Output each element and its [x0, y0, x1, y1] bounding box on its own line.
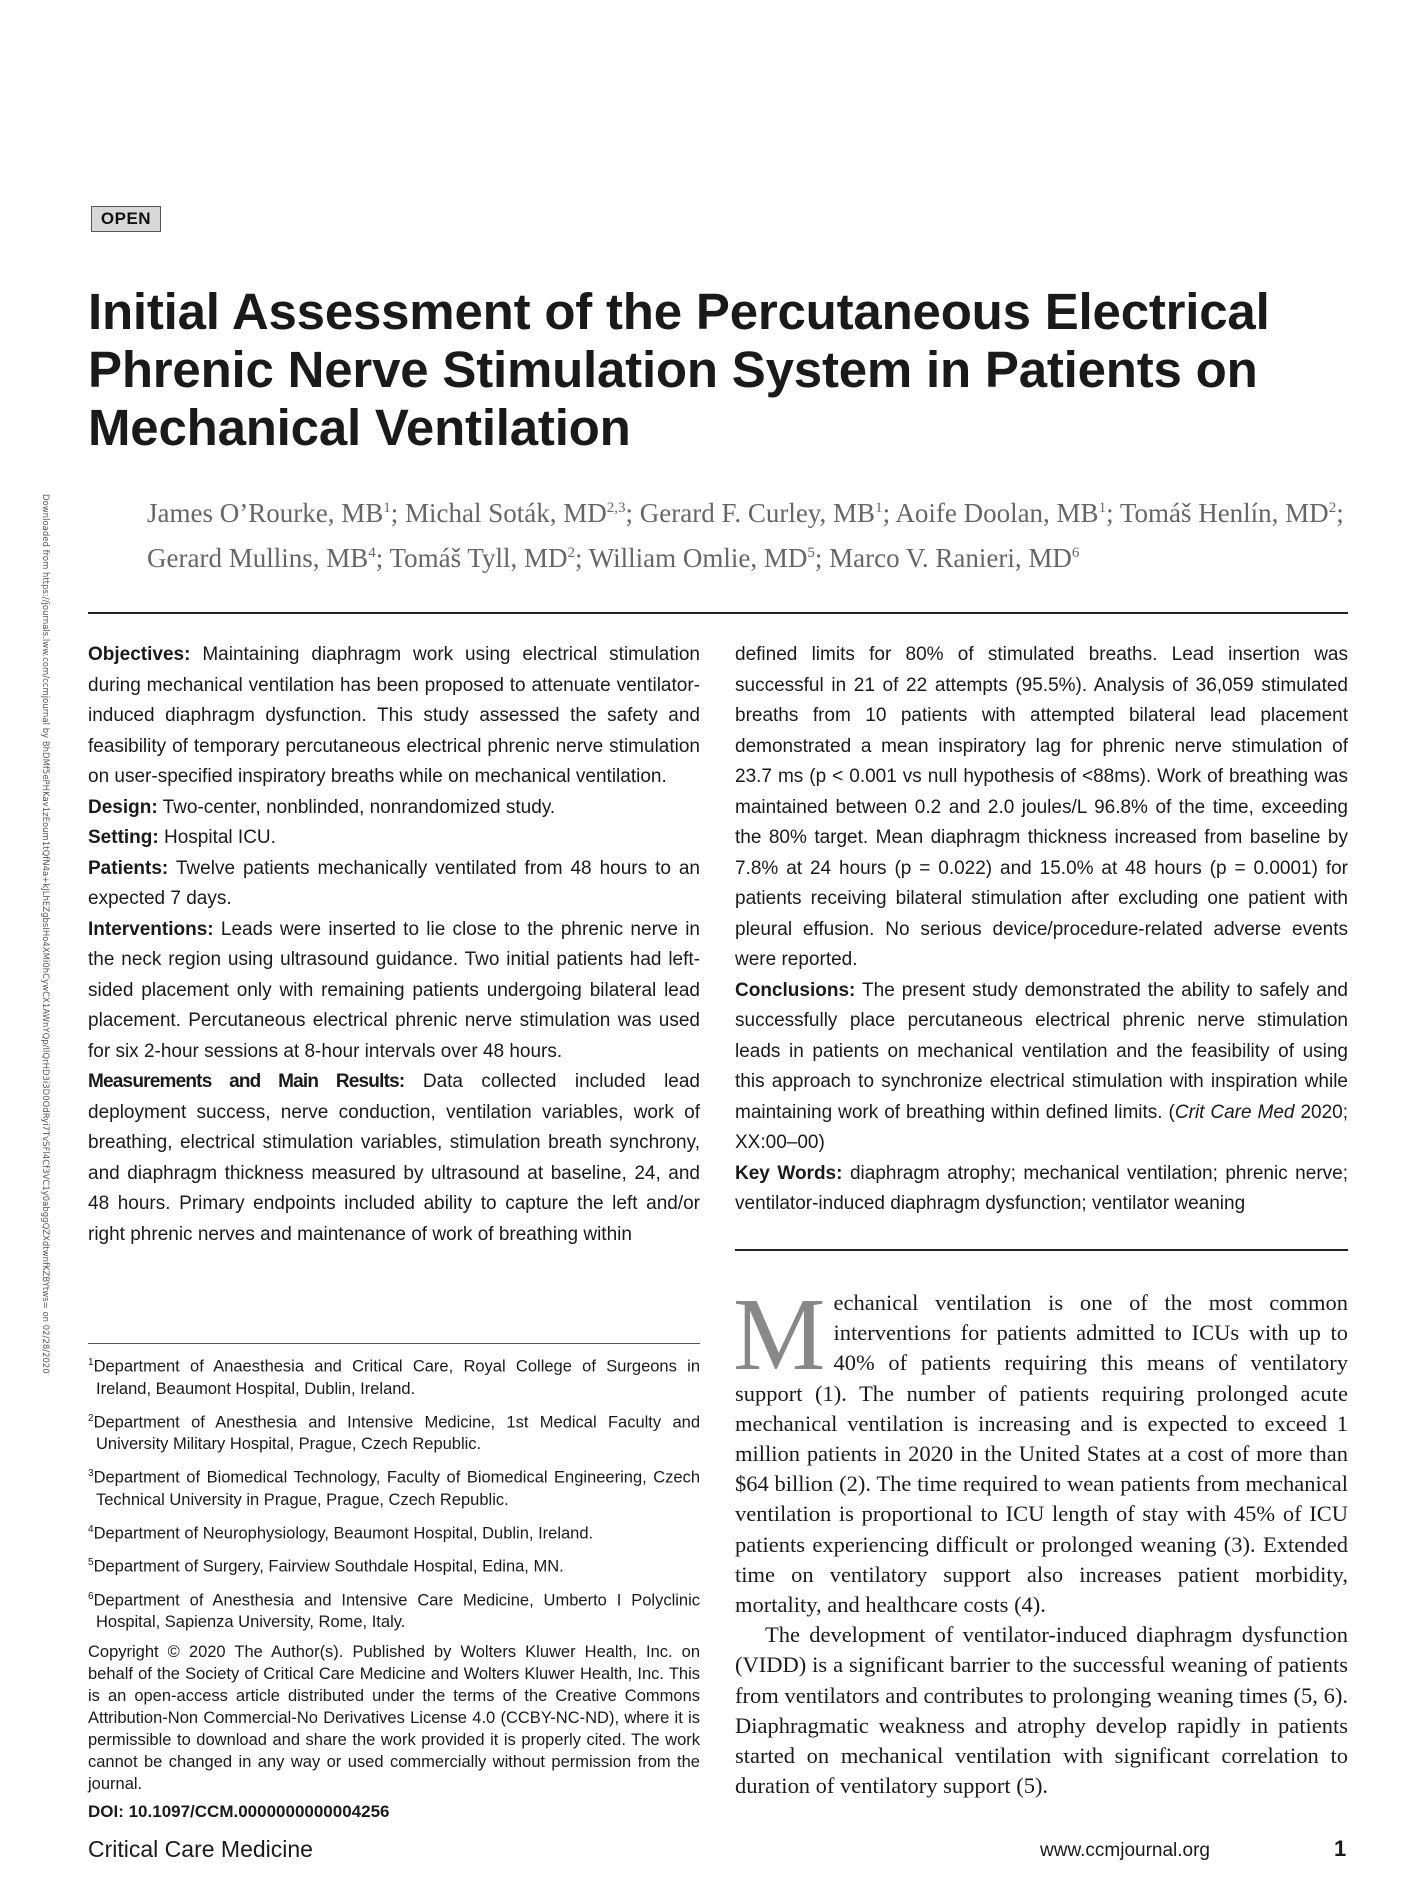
measurements-text-left: Data collected included lead deployment success, nerve conduction, ventilation variables, work of breathing, electrical stimulation variables, stimulation breath synchrony, and diaphragm thickness measured by ultrasound at baseline, 24, and 48 hours. Primary endpoints included ability to capture the left and/or right phrenic nerves and maintenance of work of breathing within	[88, 1071, 700, 1245]
keywords-text: diaphragm atrophy; mechanical ventilation; phrenic nerve; ventilator-induced diaphragm dysfunction; ventilator weaning	[735, 1162, 1348, 1214]
footer-journal-name: Critical Care Medicine	[88, 1836, 313, 1862]
footnote-text: Department of Anesthesia and Intensive Care Medicine, Umberto I Polyclinic Hospital, Sapienza University, Rome, Italy.	[93, 1591, 700, 1631]
author-affiliation-mark: 6	[1071, 545, 1080, 561]
footnote-text: Department of Anesthesia and Intensive Medicine, 1st Medical Faculty and University Military Hospital, Prague, Czech Republic.	[93, 1413, 700, 1453]
citation-open: (	[1162, 1101, 1175, 1123]
intro-paragraph-2: The development of ventilator-induced diaphragm dysfunction (VIDD) is a significant barrier to the successful weaning of patients from ventilators and contributes to prolonging weaning times (5, 6). Diaphragmatic weakness and atrophy develop rapidly in patients started on mechanical ventilation with significant correlation to duration of ventilatory support (5).	[735, 1622, 1348, 1799]
abstract-patients	[88, 854, 700, 915]
author-entry	[1120, 498, 1336, 528]
conclusions-label: Conclusions:	[735, 979, 856, 1001]
footnote-number: 6	[88, 1590, 94, 1602]
author-name: Michal Soták, MD	[405, 498, 607, 528]
objectives-label: Objectives:	[88, 644, 191, 665]
doi: DOI: 10.1097/CCM.0000000000004256	[88, 1802, 390, 1821]
affiliation-list	[88, 1352, 700, 1633]
introduction-text	[733, 1277, 1348, 1801]
design-text: Two-center, nonblinded, nonrandomized study.	[162, 796, 556, 818]
page-number: 1	[1334, 1836, 1347, 1861]
intro-paragraph-1-text: echanical ventilation is one of the most common interventions for patients admitted to ICUs with up to 40% of patients requiring this means of ventilatory support (1). The number of patients requiring prolonged acute mechanical ventilation is increasing and is expected to exceed 1 million patients in 2020 in the United States at a cost of more than $64 billion (2). The time required to wean patients from mechanical ventilation is proportional to ICU length of stay with 45% of ICU patients experiencing difficult or prolonged weaning (3). Extended time on ventilatory support also increases patient morbidity, mortality, and healthcare costs (4).	[735, 1290, 1348, 1618]
author-affiliation-mark: 1	[383, 500, 391, 516]
author-name: Tomáš Henlín, MD	[1119, 498, 1329, 528]
abstract-keywords	[735, 1159, 1348, 1220]
author-affiliation-mark: 1	[875, 500, 883, 516]
keywords-label: Key Words:	[735, 1162, 843, 1184]
interventions-label: Interventions:	[88, 918, 214, 940]
footnote-rule	[88, 1343, 700, 1344]
footnote-text: Department of Surgery, Fairview Southdale Hospital, Edina, MN.	[93, 1557, 564, 1576]
author-entry	[895, 498, 1106, 528]
measurements-text-right: defined limits for 80% of stimulated breaths. Lead insertion was successful in 21 of 22 attempts (95.5%). Analysis of 36,059 stimulated breaths from 10 patients with attempted bilateral lead placement demonstrated a mean inspiratory lag for phrenic nerve stimulation of 23.7 ms (p < 0.001 vs null hypothesis of <88ms). Work of breathing was maintained between 0.2 and 2.0 joules/L 96.8% of the time, exceeding the 80% target. Mean diaphragm thickness increased from baseline by 7.8% at 24 hours (p = 0.022) and 15.0% at 48 hours (p = 0.0001) for patients receiving bilateral stimulation after excluding one patient with pleural effusion. No serious device/procedure-related adverse events were reported.	[735, 644, 1348, 970]
drop-cap: M	[733, 1277, 826, 1392]
abstract-conclusions	[735, 976, 1348, 1159]
abstract-left-column	[88, 640, 700, 1250]
measurements-label: Measurements and Main Results:	[88, 1071, 405, 1092]
author-name: Tomáš Tyll, MD	[389, 543, 568, 573]
abstract-interventions	[88, 915, 700, 1068]
open-access-badge: OPEN	[91, 206, 161, 232]
author-affiliation-mark: 2,3	[606, 500, 626, 516]
author-entry	[640, 498, 883, 528]
author-affiliation-mark: 2	[567, 545, 575, 561]
abstract-objectives	[88, 640, 700, 793]
patients-text: Twelve patients mechanically ventilated from 48 hours to an expected 7 days.	[88, 857, 701, 909]
author-entry	[405, 498, 626, 528]
interventions-text: Leads were inserted to lie close to the phrenic nerve in the neck region using ultrasound guidance. Two initial patients had left-sided placement only with remaining patients undergoing bilateral lead placement. Percutaneous electrical phrenic nerve stimulation was used for six 2-hour sessions at 8-hour intervals over 48 hours.	[88, 918, 700, 1062]
author-entry	[829, 543, 1079, 573]
author-list: James O’Rourke, $MB^1$; Michal Soták, MD$^{2,3}$; Gerard F. Curley, $MB^1$; Aoife Doolan, $MB^1$; Tomáš Henlín, $MD^2$; Gerard Mullins, $MB^4$; Tomáš Tyll, $MD^2$; William Omlie, $MD^5$; Marco V. Ranieri, $MD^6$	[147, 498, 1344, 573]
author-name: Aoife Doolan, MB	[895, 498, 1099, 528]
author-affiliation-mark: 5	[807, 545, 815, 561]
abstract-end-rule	[735, 1249, 1348, 1251]
author-name: Gerard F. Curley, MB	[639, 498, 876, 528]
affiliation-footnote	[88, 1352, 700, 1400]
abstract-design	[88, 793, 700, 824]
conclusions-text: The present study demonstrated the ability to safely and successfully place percutaneous electrical phrenic nerve stimulation leads in patients on mechanical ventilation and the feasibility of using this approach to synchronize electrical stimulation with inspiration while maintaining work of breathing within defined limits.	[735, 979, 1348, 1123]
author-name: William Omlie, MD	[588, 543, 808, 573]
author-name: James O’Rourke, MB	[147, 498, 384, 528]
author-name: Gerard Mullins, MB	[147, 543, 369, 573]
objectives-text: Maintaining diaphragm work using electrical stimulation during mechanical ventilation has been proposed to attenuate ventilator-induced diaphragm dysfunction. This study assessed the safety and feasibility of temporary percutaneous electrical phrenic nerve stimulation on user-specified inspiratory breaths while on mechanical ventilation.	[88, 644, 701, 787]
footer-journal-url[interactable]: www.ccmjournal.org	[1040, 1840, 1210, 1861]
abstract-measurements-cont	[735, 640, 1348, 976]
author-entry	[589, 543, 815, 573]
footnote-number: 3	[88, 1468, 94, 1479]
patients-label: Patients:	[88, 857, 169, 879]
author-name: Marco V. Ranieri, MD	[829, 543, 1072, 573]
design-label: Design:	[88, 796, 158, 818]
header-rule	[88, 612, 1348, 614]
author-entry	[147, 498, 391, 528]
abstract-measurements	[88, 1067, 700, 1250]
affiliation-footnote	[88, 1408, 700, 1456]
intro-paragraph-1	[733, 1277, 1348, 1620]
footnote-text: Department of Neurophysiology, Beaumont Hospital, Dublin, Ireland.	[93, 1524, 594, 1542]
footnote-number: 1	[88, 1357, 94, 1368]
setting-text: Hospital ICU.	[164, 827, 276, 848]
footnote-text: Department of Anaesthesia and Critical Care, Royal College of Surgeons in Ireland, Beaumont Hospital, Dublin, Ireland.	[93, 1357, 700, 1398]
abstract-setting	[88, 823, 700, 854]
footnote-text: Department of Biomedical Technology, Faculty of Biomedical Engineering, Czech Technical University in Prague, Prague, Czech Republic.	[93, 1468, 700, 1509]
affiliation-footnote	[88, 1519, 700, 1545]
abstract-right-column	[735, 640, 1348, 1220]
setting-label: Setting:	[88, 827, 159, 848]
affiliation-footnote	[88, 1552, 700, 1578]
author-affiliation-mark: 4	[368, 545, 376, 561]
author-entry	[390, 543, 575, 573]
article-title: Initial Assessment of the Percutaneous Electrical Phrenic Nerve Stimulation System in Patients on Mechanical Ventilation	[88, 283, 1270, 456]
author-affiliation-mark: 2	[1328, 500, 1337, 516]
download-notice: Downloaded from https://journals.lww.com/ccmjournal by BhDMf5ePHKav1zEoum1tQfN4a+kJLhEZgbsIHo4XMi0hCywCX1AWnYQp/IlQrHD3i3D0OdRyi7TvSFl4Cf3VC1y0abggQZXdtwnfKZBYtws= on 02/28/2020	[40, 494, 50, 1374]
footnote-number: 4	[88, 1523, 94, 1535]
copyright-notice: Copyright © 2020 The Author(s). Published by Wolters Kluwer Health, Inc. on behalf of the Society of Critical Care Medicine and Wolters Kluwer Health, Inc. This is an open-access article distributed under the terms of the Creative Commons Attribution-Non Commercial-No Derivatives License 4.0 (CCBY-NC-ND), where it is permissible to download and share the work provided it is properly cited. The work cannot be changed in any way or used commercially without permission from the journal.	[88, 1643, 700, 1793]
footnote-number: 2	[88, 1412, 94, 1424]
author-affiliation-mark: 1	[1098, 500, 1107, 516]
affiliation-footnote	[88, 1586, 700, 1634]
citation-journal: Crit Care Med	[1174, 1101, 1295, 1123]
affiliations-footnotes	[88, 1352, 700, 1823]
affiliation-footnote	[88, 1463, 700, 1511]
author-entry	[147, 543, 376, 573]
footnote-number: 5	[88, 1557, 94, 1568]
citation-details: 2020; XX:00–00)	[735, 1101, 1349, 1153]
